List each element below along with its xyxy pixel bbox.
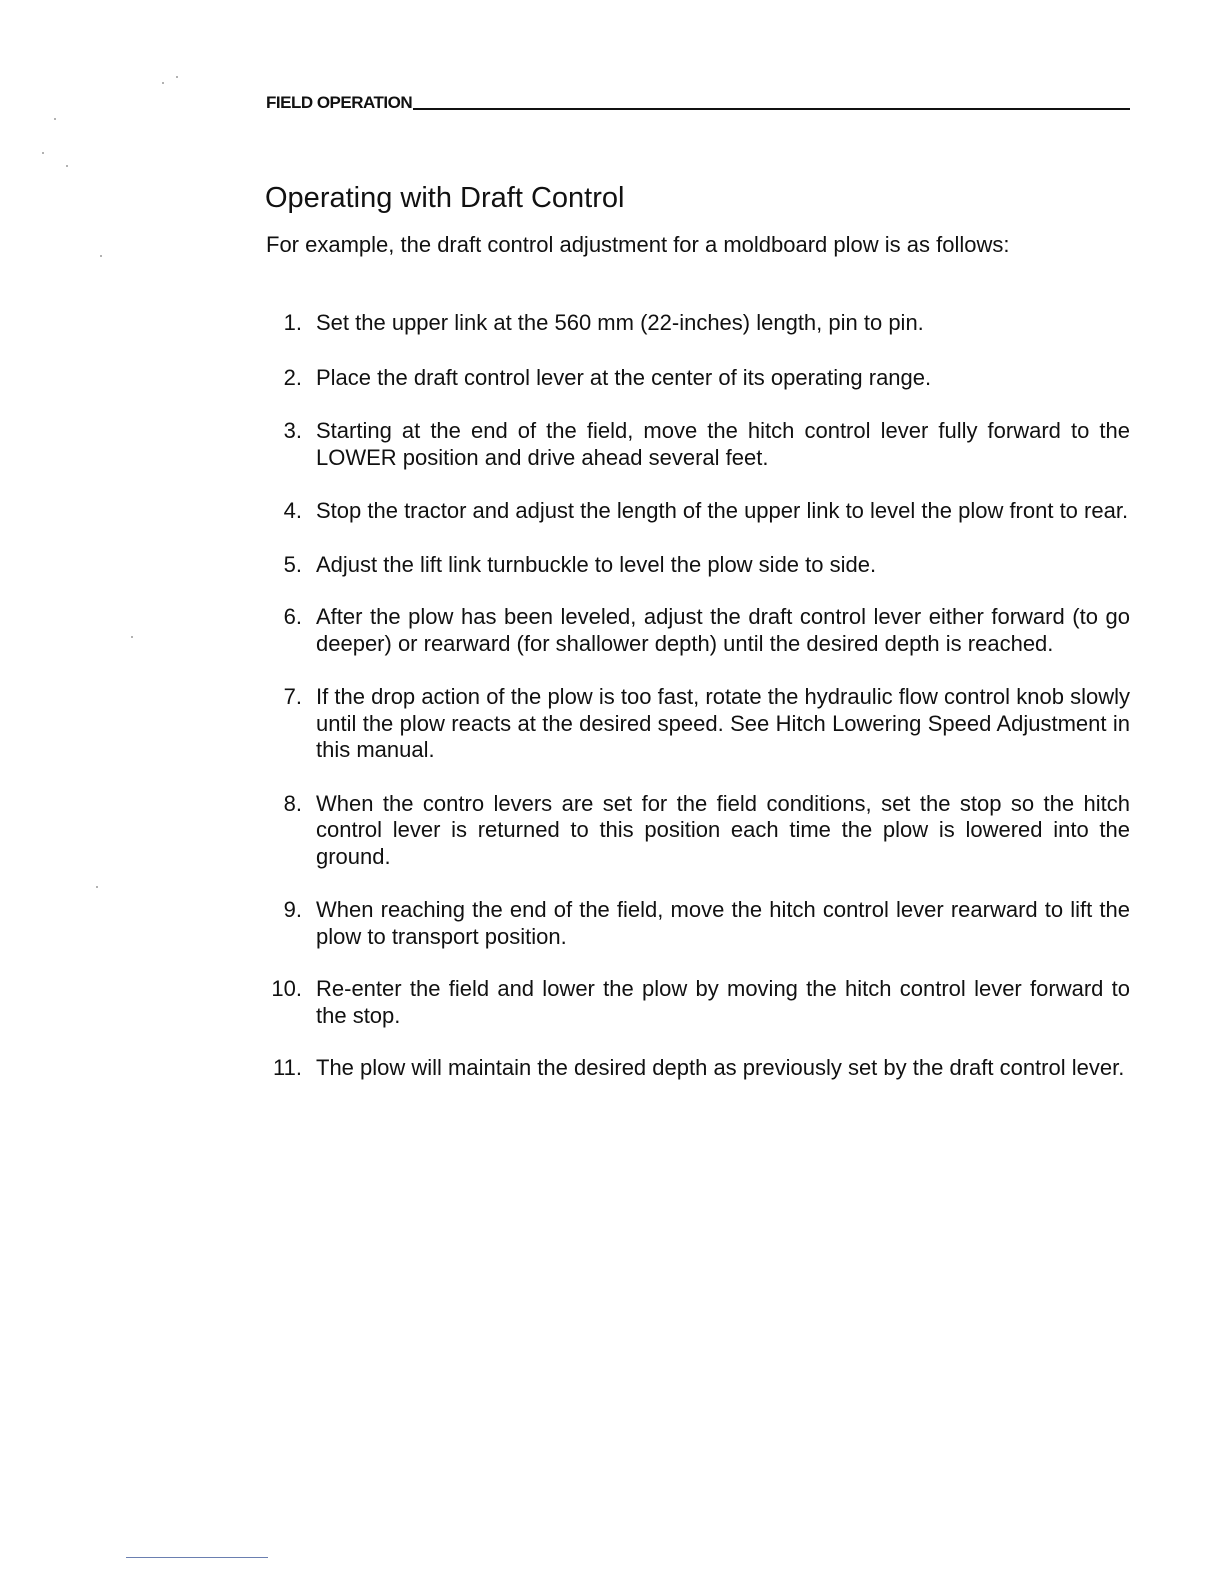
section-title: Operating with Draft Control bbox=[265, 182, 625, 214]
step-text: Re-enter the field and lower the plow by moving the hitch control lever forward to the stop. bbox=[316, 976, 1130, 1028]
step-text: The plow will maintain the desired depth as previously set by the draft control lever. bbox=[316, 1055, 1125, 1080]
step-number: 11. bbox=[273, 1055, 302, 1080]
list-item bbox=[266, 684, 1130, 764]
running-header bbox=[266, 93, 1130, 113]
step-number: 10. bbox=[271, 976, 302, 1001]
step-number: 3. bbox=[283, 418, 302, 443]
step-text: After the plow has been leveled, adjust the draft control lever either forward (to go deeper) or rearward (for shallower depth) until the desired depth is reached. bbox=[316, 604, 1130, 656]
scan-speck bbox=[131, 636, 133, 638]
step-number: 9. bbox=[283, 897, 302, 922]
list-item bbox=[266, 1055, 1130, 1082]
scan-speck bbox=[100, 255, 102, 257]
step-text: Stop the tractor and adjust the length of the upper link to level the plow front to rear. bbox=[316, 498, 1129, 523]
intro-paragraph: For example, the draft control adjustment for a moldboard plow is as follows: bbox=[266, 232, 1010, 257]
scan-speck bbox=[176, 76, 178, 78]
list-item bbox=[266, 897, 1130, 950]
step-number: 4. bbox=[283, 498, 302, 523]
scan-speck bbox=[54, 118, 56, 120]
step-text: Adjust the lift link turnbuckle to level the plow side to side. bbox=[316, 551, 877, 577]
list-item bbox=[266, 976, 1130, 1029]
step-text: When the contro levers are set for the field conditions, set the stop so the hitch control lever is returned to this position each time the plow is lowered into the ground. bbox=[316, 790, 1130, 869]
step-number: 8. bbox=[283, 790, 302, 816]
step-text: Set the upper link at the 560 mm (22-inches) length, pin to pin. bbox=[316, 310, 924, 335]
step-number: 2. bbox=[283, 364, 302, 390]
scan-speck bbox=[96, 886, 98, 888]
step-number: 6. bbox=[283, 604, 302, 629]
scan-speck bbox=[162, 82, 164, 84]
header-rule bbox=[413, 108, 1130, 110]
step-number: 1. bbox=[283, 310, 302, 335]
list-item bbox=[266, 791, 1130, 871]
running-header-title: FIELD OPERATION bbox=[266, 93, 413, 112]
list-item bbox=[266, 310, 1130, 337]
list-item bbox=[266, 552, 1130, 579]
step-number: 5. bbox=[283, 551, 302, 577]
steps-list bbox=[266, 310, 1130, 1082]
step-number: 7. bbox=[283, 684, 302, 709]
step-text: When reaching the end of the field, move the hitch control lever rearward to lift the plow to transport position. bbox=[316, 897, 1130, 949]
list-item bbox=[266, 365, 1130, 392]
scan-speck bbox=[42, 152, 44, 154]
list-item bbox=[266, 604, 1130, 657]
list-item bbox=[266, 498, 1130, 525]
step-text: Place the draft control lever at the center of its operating range. bbox=[316, 364, 932, 390]
list-item bbox=[266, 418, 1130, 471]
scan-speck bbox=[66, 165, 68, 167]
step-text: Starting at the end of the field, move the hitch control lever fully forward to the LOWER position and drive ahead several feet. bbox=[316, 418, 1130, 470]
footer-rule bbox=[126, 1557, 268, 1558]
step-text: If the drop action of the plow is too fast, rotate the hydraulic flow control knob slowly until the plow reacts at the desired speed. See Hitch Lowering Speed Adjustment in this manual. bbox=[316, 684, 1130, 762]
